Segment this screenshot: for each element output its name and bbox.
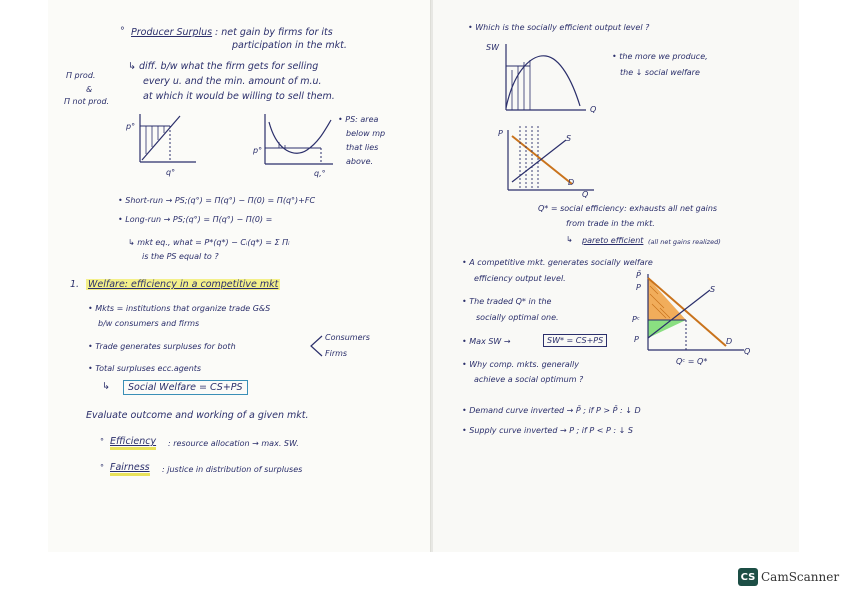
diff-line: every u. and the min. amount of m.u. bbox=[143, 76, 322, 87]
sw-curve-graph bbox=[492, 40, 592, 120]
demand-label: D bbox=[726, 337, 733, 346]
competitive-line: efficiency output level. bbox=[474, 274, 566, 283]
ps-note: below mp bbox=[346, 129, 386, 138]
evaluate-line: Evaluate outcome and working of a given mkt. bbox=[86, 410, 309, 421]
supply-label: S bbox=[710, 285, 716, 294]
supply-demand-graph bbox=[500, 126, 600, 198]
max-sw-line: • Max SW → bbox=[462, 337, 511, 346]
axis-sw-label: SW bbox=[486, 43, 499, 52]
question-line: • Which is the socially efficient output level ? bbox=[468, 23, 650, 32]
graph-price-label: P bbox=[498, 129, 503, 138]
section-title: Welfare: efficiency in a competitive mkt bbox=[88, 279, 279, 290]
graph2-price-label: p° bbox=[253, 146, 263, 155]
max-sw-formula: SW* = CS+PS bbox=[543, 334, 607, 347]
long-run-line: • Long-run → PS;(q°) = Π(q°) − Π(0) = bbox=[118, 215, 273, 224]
quantity-label: Q bbox=[744, 347, 751, 356]
traded-line: • The traded Q* in the bbox=[462, 297, 552, 306]
demand-inverted-line: • Demand curve inverted → P̄ ; if P > P̄ : ↓ D bbox=[462, 406, 641, 415]
total-line: • Total surpluses ecc.agents bbox=[88, 364, 202, 373]
firms-label: Firms bbox=[325, 349, 348, 358]
more-produce-line: the ↓ social welfare bbox=[620, 68, 700, 77]
fairness-def: : justice in distribution of surpluses bbox=[162, 465, 303, 474]
competitive-line: • A competitive mkt. generates socially welfare bbox=[462, 258, 653, 267]
axis-q-label: Q bbox=[590, 105, 597, 114]
mkt-eq-line: ↳ mkt eq., what = P*(q*) − Cᵢ(q*) = Σ Πᵢ bbox=[128, 238, 290, 247]
camscanner-logo-icon: CS bbox=[738, 568, 758, 586]
mkt-eq-line: is the PS equal to ? bbox=[142, 252, 219, 261]
short-run-line: • Short-run → PS;(q°) = Π(q°) − Π(0) = Π(q°)+FC bbox=[118, 196, 316, 205]
price-bar-label: P̄ bbox=[636, 271, 641, 280]
consumers-label: Consumers bbox=[325, 333, 370, 342]
qstar-line: from trade in the mkt. bbox=[566, 219, 655, 228]
more-produce-line: • the more we produce, bbox=[612, 52, 708, 61]
arrow-icon: ↳ bbox=[566, 235, 573, 244]
producer-surplus-def-cont: participation in the mkt. bbox=[232, 40, 347, 51]
ps-note: that lies bbox=[346, 143, 379, 152]
traded-line: socially optimal one. bbox=[476, 313, 559, 322]
qstar-line: Q* = social efficiency: exhausts all net gains bbox=[538, 204, 718, 213]
ps-note: above. bbox=[346, 157, 374, 166]
quantity-label: Q bbox=[582, 190, 589, 199]
margin-note: Π prod. bbox=[66, 71, 96, 80]
ps-note: • PS: area bbox=[338, 115, 379, 124]
producer-surplus-term: Producer Surplus bbox=[131, 27, 213, 38]
diff-line: at which it would be willing to sell them. bbox=[143, 91, 335, 102]
why-line: achieve a social optimum ? bbox=[474, 375, 584, 384]
graph2-quantity-label: q,° bbox=[314, 169, 326, 178]
price-low-label: P bbox=[634, 335, 639, 344]
ps-triangle-graph bbox=[128, 112, 200, 174]
efficiency-term: Efficiency bbox=[110, 436, 156, 450]
bullet-dot: ° bbox=[120, 26, 125, 37]
producer-surplus-def: : net gain by firms for its bbox=[215, 27, 333, 38]
price-axis-label: P bbox=[636, 283, 641, 292]
fairness-term: Fairness bbox=[110, 462, 150, 476]
bullet-dot: ° bbox=[100, 437, 104, 446]
equilibrium-price-label: Pᶜ bbox=[632, 315, 640, 324]
supply-label: S bbox=[566, 134, 572, 143]
mc-curve-graph bbox=[255, 112, 335, 174]
demand-label: D bbox=[568, 178, 575, 187]
margin-note: Π not prod. bbox=[64, 97, 110, 106]
margin-note: & bbox=[86, 85, 93, 94]
arrow-icon: ↳ bbox=[102, 381, 110, 392]
camscanner-name: CamScanner bbox=[761, 570, 840, 584]
cs-ps-graph bbox=[640, 272, 750, 358]
why-line: • Why comp. mkts. generally bbox=[462, 360, 579, 369]
efficiency-def: : resource allocation → max. SW. bbox=[168, 439, 299, 448]
bullet-dot: ° bbox=[100, 463, 104, 472]
mkts-line: • Mkts = institutions that organize trade G&S bbox=[88, 304, 271, 313]
supply-inverted-line: • Supply curve inverted → P ; if P < P : ↓ S bbox=[462, 426, 633, 435]
pareto-note: (all net gains realized) bbox=[648, 238, 721, 246]
pareto-term: pareto efficient bbox=[582, 236, 644, 245]
diff-line: ↳ diff. b/w what the firm gets for selling bbox=[128, 61, 319, 72]
trade-line: • Trade generates surpluses for both bbox=[88, 342, 236, 351]
brace-icon bbox=[308, 334, 324, 358]
equilibrium-quantity-label: Qᶜ = Q* bbox=[676, 357, 708, 366]
social-welfare-formula: Social Welfare = CS+PS bbox=[123, 380, 248, 395]
graph1-price-label: p° bbox=[126, 122, 136, 131]
section-number: 1. bbox=[70, 279, 80, 290]
mkts-line: b/w consumers and firms bbox=[98, 319, 200, 328]
camscanner-watermark bbox=[738, 568, 839, 586]
graph1-quantity-label: q° bbox=[166, 168, 176, 177]
